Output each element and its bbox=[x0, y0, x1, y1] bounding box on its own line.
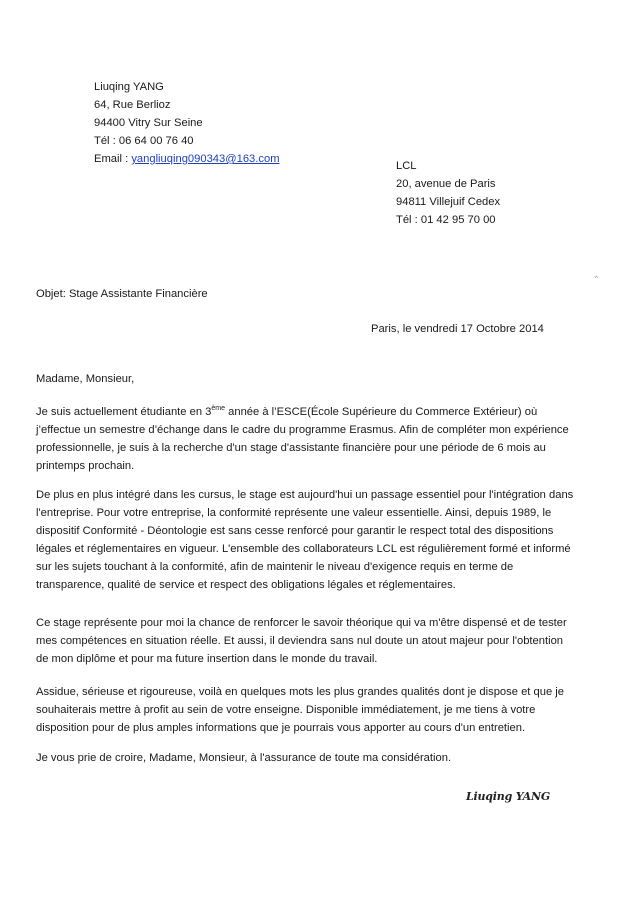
sender-name: Liuqing YANG bbox=[94, 81, 164, 93]
anchor-mark: ^ bbox=[595, 276, 598, 282]
recipient-name: LCL bbox=[396, 160, 417, 172]
paragraph-line: souhaiterais mettre à profit au sein de votre enseigne. Disponible immédiatement, je me tiens à votre bbox=[36, 704, 536, 716]
sender-email-link[interactable]: yangliuqing090343@163.com bbox=[131, 153, 280, 165]
paragraph-line: sur les sujets touchant à la conformité, afin de maintenir le niveau d'exigence requis en terme de bbox=[36, 561, 514, 573]
paragraph-line: dispositif Conformité - Déontologie est sans cesse renforcé pour garantir le respect total des dispositions bbox=[36, 525, 554, 537]
paragraph-line: Assidue, sérieuse et rigoureuse, voilà en quelques mots les plus grandes qualités dont je dispose et que je bbox=[36, 686, 565, 698]
paragraph-line: j’effectue un semestre d’échange dans le cadre du programme Erasmus. Afin de compléter mon expérience bbox=[36, 424, 569, 436]
closing-line: Je vous prie de croire, Madame, Monsieur, à l'assurance de toute ma considération. bbox=[36, 752, 452, 764]
paragraph-line: disposition pour de plus amples informations que je pourrais vous apporter au cours d'un entretien. bbox=[36, 722, 526, 734]
recipient-address-block bbox=[396, 157, 500, 229]
sender-email-label: Email : bbox=[94, 153, 132, 165]
sender-address-block bbox=[94, 78, 280, 168]
ordinal-superscript: ème bbox=[211, 405, 226, 412]
paragraph-introduction bbox=[36, 403, 602, 475]
recipient-street: 20, avenue de Paris bbox=[396, 178, 496, 190]
salutation: Madame, Monsieur, bbox=[36, 373, 135, 385]
sender-email-line bbox=[94, 150, 280, 168]
handwritten-signature: Liuqing YANG bbox=[466, 790, 551, 803]
sender-street: 64, Rue Berlioz bbox=[94, 99, 171, 111]
sender-phone: Tél : 06 64 00 76 40 bbox=[94, 135, 194, 147]
sender-city: 94400 Vitry Sur Seine bbox=[94, 117, 203, 129]
paragraph-compliance bbox=[36, 486, 602, 594]
paragraph-line: légales et réglementaires en vigueur. L'ensemble des collaborateurs LCL est régulièrement formé et informé bbox=[36, 543, 571, 555]
paragraph-line: mes compétences en situation réelle. Et aussi, il deviendra sans nul doute un atout majeur pour l'obtention bbox=[36, 635, 564, 647]
recipient-phone: Tél : 01 42 95 70 00 bbox=[396, 214, 496, 226]
letter-subject: Objet: Stage Assistante Financière bbox=[36, 288, 208, 300]
recipient-city: 94811 Villejuif Cedex bbox=[396, 196, 501, 208]
paragraph-line: De plus en plus intégré dans les cursus, le stage est aujourd'hui un passage essentiel pour l'intégration dans bbox=[36, 489, 574, 501]
paragraph-line: l'entreprise. Pour votre entreprise, la conformité représente une valeur essentielle. Ainsi, depuis 1989, le bbox=[36, 507, 552, 519]
paragraph-line: transparence, qualité de service et respect des obligations légales et réglementaires. bbox=[36, 579, 456, 591]
closing-formula bbox=[36, 749, 602, 767]
letter-date: Paris, le vendredi 17 Octobre 2014 bbox=[371, 323, 544, 335]
paragraph-qualities bbox=[36, 683, 602, 737]
paragraph-motivation bbox=[36, 614, 602, 668]
paragraph-line: printemps prochain. bbox=[36, 460, 135, 472]
paragraph-line: de mon diplôme et pour ma future insertion dans le monde du travail. bbox=[36, 653, 378, 665]
paragraph-line: Je suis actuellement étudiante en 3ème année à l’ESCE(École Supérieure du Commerce Extérieur) où bbox=[36, 405, 538, 418]
paragraph-line: professionnelle, je suis à la recherche d'un stage d'assistante financière pour une période de 6 mois au bbox=[36, 442, 546, 454]
paragraph-line: Ce stage représente pour moi la chance de renforcer le savoir théorique qui va m'être dispensé et de tester bbox=[36, 617, 567, 629]
